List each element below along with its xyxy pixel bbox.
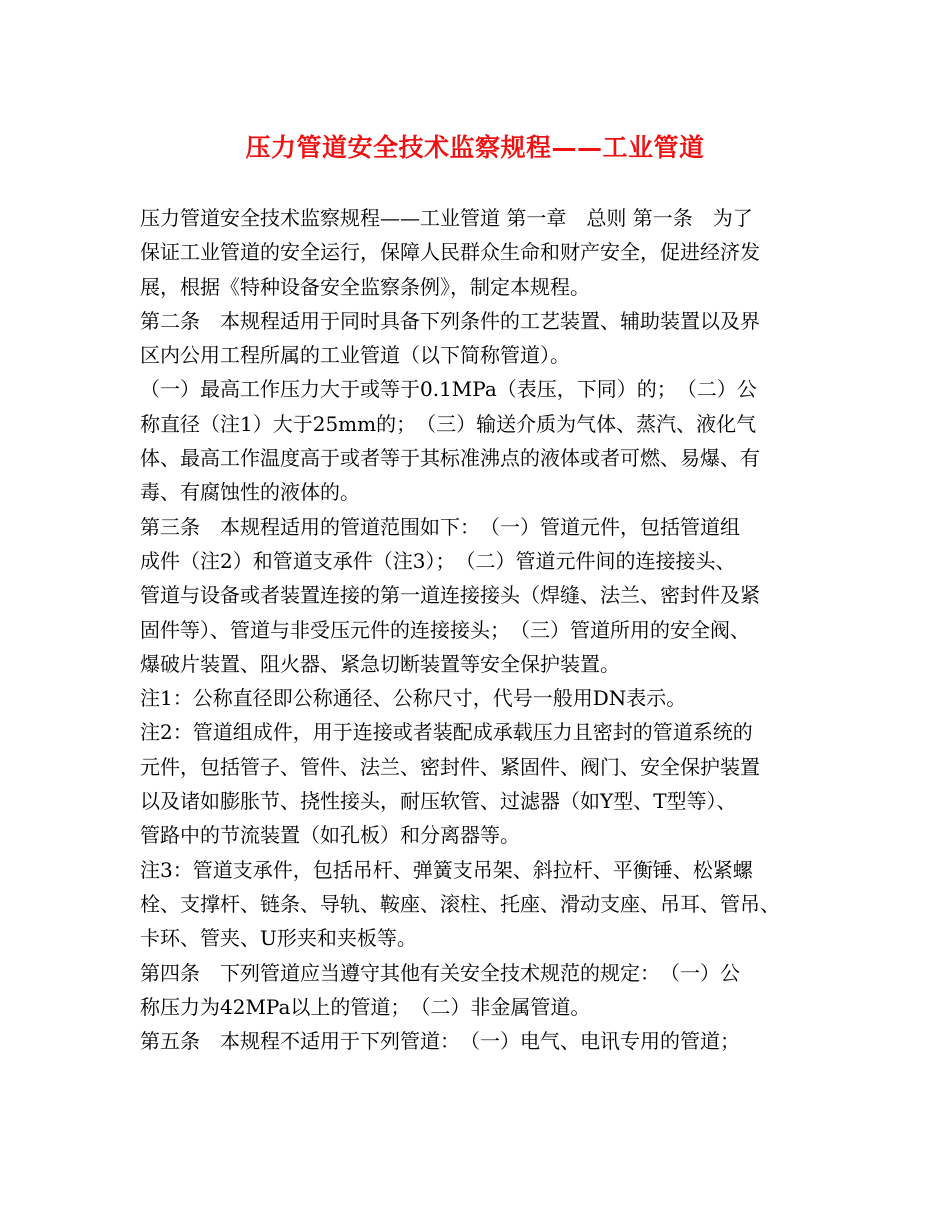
body-line: 元件，包括管子、管件、法兰、密封件、紧固件、阀门、安全保护装置	[140, 754, 760, 779]
body-line: 展，根据《特种设备安全监察条例》，制定本规程。	[140, 274, 590, 299]
body-line: 第五条 本规程不适用于下列管道： （一）电气、电讯专用的管道；	[140, 1029, 740, 1054]
document-body	[140, 201, 816, 1058]
body-line: 注2：管道组成件，用于连接或者装配成承载压力且密封的管道系统的	[140, 720, 753, 745]
document-title: 压力管道安全技术监察规程——工业管道	[245, 133, 705, 162]
body-line: 栓、支撑杆、链条、导轨、鞍座、滚柱、托座、滑动支座、吊耳、管吊、	[140, 891, 780, 916]
body-line: 称压力为42MPa以上的管道； （二）非金属管道。	[140, 994, 591, 1019]
body-line: 爆破片装置、阻火器、紧急切断装置等安全保护装置。	[140, 651, 620, 676]
body-line: 体、最高工作温度高于或者等于其标准沸点的液体或者可燃、易爆、有	[140, 446, 760, 471]
body-line: 以及诸如膨胀节、挠性接头，耐压软管、过滤器（如Y型、T型等）、	[140, 789, 737, 814]
body-line: （一）最高工作压力大于或等于0.1MPa（表压，下同）的； （二）公	[140, 377, 757, 402]
body-line: 注1：公称直径即公称通径、公称尺寸，代号一般用DN表示。	[140, 686, 687, 711]
body-line: 毒、有腐蚀性的液体的。	[140, 480, 360, 505]
body-line: 管路中的节流装置（如孔板）和分离器等。	[140, 823, 520, 848]
body-line: 第二条 本规程适用于同时具备下列条件的工艺装置、辅助装置以及界	[140, 308, 760, 333]
body-line: 注3：管道支承件，包括吊杆、弹簧支吊架、斜拉杆、平衡锤、松紧螺	[140, 857, 753, 882]
body-line: 压力管道安全技术监察规程——工业管道 第一章 总则 第一条 为了	[140, 206, 753, 230]
body-line: 保证工业管道的安全运行，保障人民群众生命和财产安全，促进经济发	[140, 240, 760, 265]
body-line: 固件等）、管道与非受压元件的连接接头； （三）管道所用的安全阀、	[140, 617, 750, 642]
body-line: 成件（注2）和管道支承件（注3）； （二）管道元件间的连接接头、	[140, 548, 736, 573]
body-line: 称直径（注1）大于25mm的； （三）输送介质为气体、蒸汽、液化气	[140, 411, 757, 436]
body-line: 卡环、管夹、U形夹和夹板等。	[140, 926, 417, 951]
body-line: 区内公用工程所属的工业管道（以下简称管道）。	[140, 343, 570, 368]
body-line: 第三条 本规程适用的管道范围如下： （一）管道元件，包括管道组	[140, 514, 740, 539]
body-line: 第四条 下列管道应当遵守其他有关安全技术规范的规定： （一）公	[140, 960, 740, 985]
body-line: 管道与设备或者装置连接的第一道连接接头（焊缝、法兰、密封件及紧	[140, 583, 760, 608]
